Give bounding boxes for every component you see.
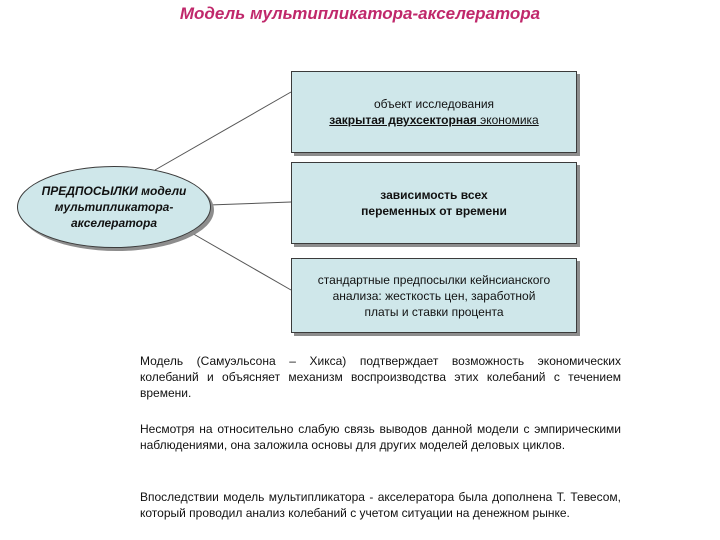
box3-line-2: анализа: жесткость цен, заработной (332, 288, 536, 303)
box1-line-2 (329, 112, 538, 128)
connector-to-keynes (190, 232, 291, 290)
box2-line-1: зависимость всех (380, 188, 488, 202)
ellipse-line-1: ПРЕДПОСЫЛКИ модели (41, 184, 187, 198)
box1-line-2-bold: закрытая двухсекторная (329, 113, 477, 127)
page-title: Модель мультипликатора-акселератора (179, 4, 541, 23)
paragraph-teves: Впоследствии модель мультипликатора - акселератора была дополнена Т. Тевесом, который проводил анализ колебаний с учетом ситуации на денежном рынке. (140, 490, 621, 520)
time-dependence-box (291, 162, 577, 244)
box2-line-2: переменных от времени (361, 204, 507, 218)
paragraph-empirical: Несмотря на относительно слабую связь выводов данной модели с эмпирическими наблюдениями, она заложила основы для других моделей деловых циклов. (140, 422, 621, 452)
box3-line-3: платы и ставки процента (364, 304, 504, 319)
paragraph-samuelson-hicks: Модель (Самуэльсона – Хикса) подтверждает возможность экономических колебаний и объясняет механизм воспроизводства этих колебаний с течением времени. (140, 354, 621, 400)
connector-to-time (209, 202, 291, 205)
box1-line-2-rest: экономика (476, 113, 539, 127)
connector-to-object (155, 92, 291, 170)
keynesian-premises-box (291, 258, 577, 333)
ellipse-line-3: акселератора (70, 216, 158, 230)
ellipse-line-2: мультипликатора- (54, 200, 174, 214)
premises-ellipse (17, 166, 211, 248)
box3-line-1: стандартные предпосылки кейнсианского (317, 272, 551, 287)
box1-line-1: объект исследования (373, 97, 495, 111)
research-object-box (291, 71, 577, 153)
